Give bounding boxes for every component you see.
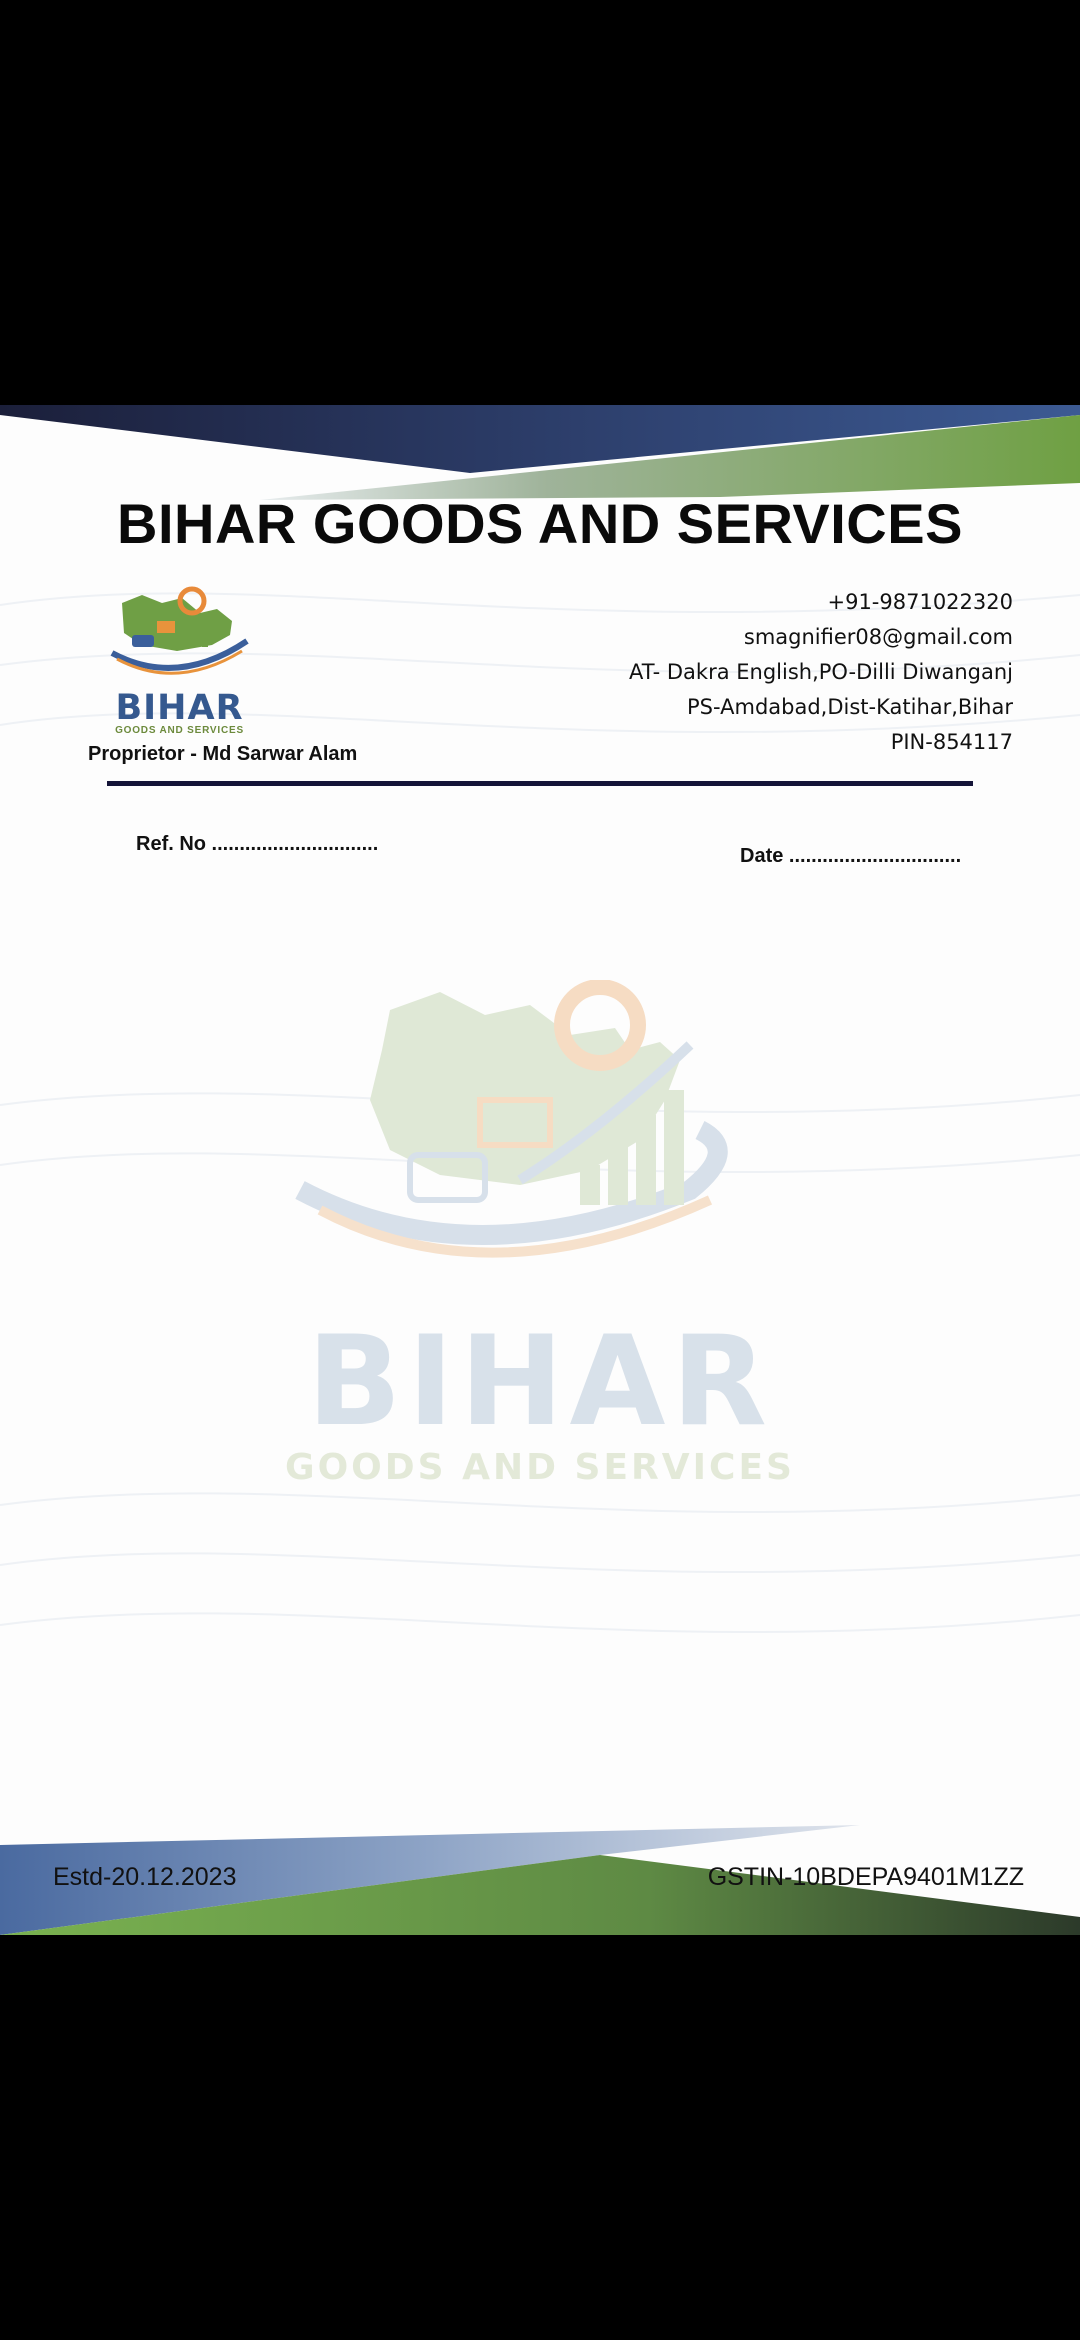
bihar-map-cart-chart-icon (82, 573, 277, 693)
contact-address-line1: AT- Dakra English,PO-Dilli Diwanganj (628, 660, 1013, 684)
contact-phone: +91-9871022320 (827, 590, 1013, 614)
watermark-name: BIHAR (307, 1310, 773, 1454)
company-logo (82, 573, 277, 743)
contact-address-line2: PS-Amdabad,Dist-Katihar,Bihar (687, 695, 1013, 719)
ref-number-field: Ref. No .............................. (136, 833, 379, 855)
letterhead-page (0, 405, 1080, 1935)
contact-pin: PIN-854117 (890, 730, 1013, 754)
watermark-tagline: GOODS AND SERVICES (285, 1447, 795, 1488)
header-divider (107, 781, 973, 786)
logo-name: BIHAR (115, 688, 244, 728)
contact-block (629, 585, 1013, 760)
gstin-number: GSTIN-10BDEPA9401M1ZZ (707, 1863, 1024, 1891)
date-field: Date ............................... (740, 845, 962, 867)
proprietor-name: Proprietor - Md Sarwar Alam (88, 743, 358, 765)
company-title: BIHAR GOODS AND SERVICES (117, 492, 963, 555)
established-date: Estd-20.12.2023 (53, 1863, 237, 1891)
logo-tagline: GOODS AND SERVICES (115, 725, 244, 736)
contact-email: smagnifier08@gmail.com (743, 625, 1013, 649)
watermark-logo-icon (270, 980, 810, 1310)
